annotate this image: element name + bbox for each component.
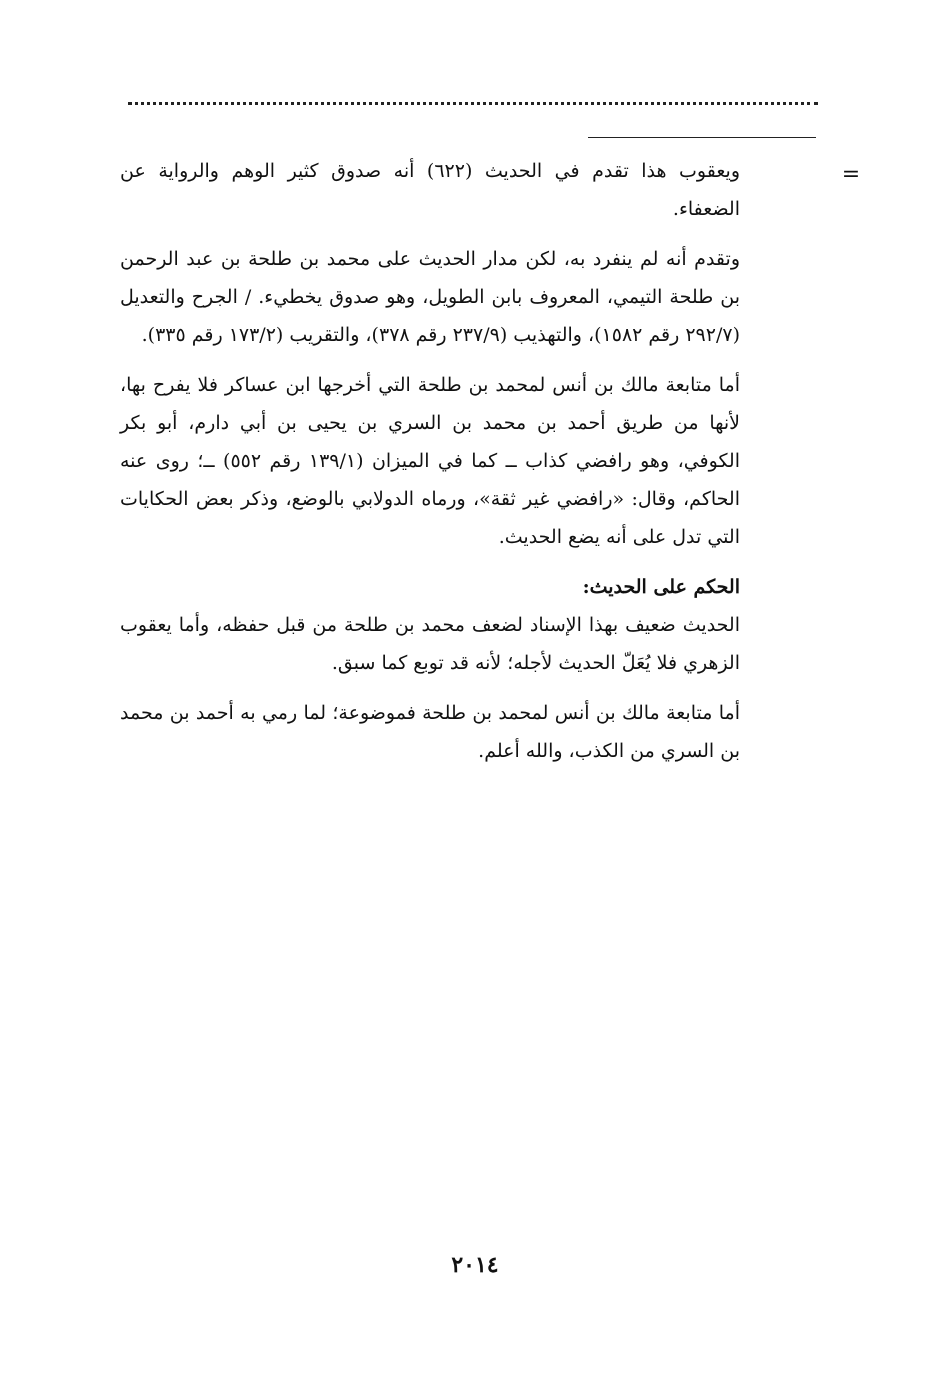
margin-mark: =	[841, 162, 861, 187]
page-number: ٢٠١٤	[451, 1252, 499, 1278]
footnote-rule	[588, 137, 816, 138]
paragraph-3: أما متابعة مالك بن أنس لمحمد بن طلحة التي أخرجها ابن عساكر فلا يفرح بها، لأنها من طريق أحمد بن محمد بن السري بن يحيى بن أبي دارم، أبو بكر الكوفي، وهو رافضي كذاب ــ كما في الميزان (١٣٩/١ رقم ٥٥٢) ــ؛ روى عنه الحاكم، وقال: «رافضي غير ثقة»، ورماه الدولابي بالوضع، وذكر بعض الحكايات التي تدل على أنه يضع الحديث.	[120, 374, 740, 548]
dotted-separator	[128, 102, 818, 105]
ruling-paragraph-1: الحديث ضعيف بهذا الإسناد لضعف محمد بن طلحة من قبل حفظه، وأما يعقوب الزهري فلا يُعَلّ الحديث لأجله؛ لأنه قد توبع كما سبق.	[120, 614, 740, 674]
paragraph-2: وتقدم أنه لم ينفرد به، لكن مدار الحديث على محمد بن طلحة بن عبد الرحمن بن طلحة التيمي، المعروف بابن الطويل، وهو صدوق يخطيء. / الجرح والتعديل (٢٩٢/٧ رقم ١٥٨٢)، والتهذيب (٢٣٧/٩ رقم ٣٧٨)، والتقريب (١٧٣/٢ رقم ٣٣٥).	[120, 248, 740, 346]
ruling-paragraph-2: أما متابعة مالك بن أنس لمحمد بن طلحة فموضوعة؛ لما رمي به أحمد بن محمد بن السري من الكذب، والله أعلم.	[120, 702, 740, 762]
ruling-heading: الحكم على الحديث:	[582, 576, 740, 598]
paragraph-1: ويعقوب هذا تقدم في الحديث (٦٢٢) أنه صدوق كثير الوهم والرواية عن الضعفاء.	[120, 160, 740, 220]
page-body	[120, 152, 740, 782]
